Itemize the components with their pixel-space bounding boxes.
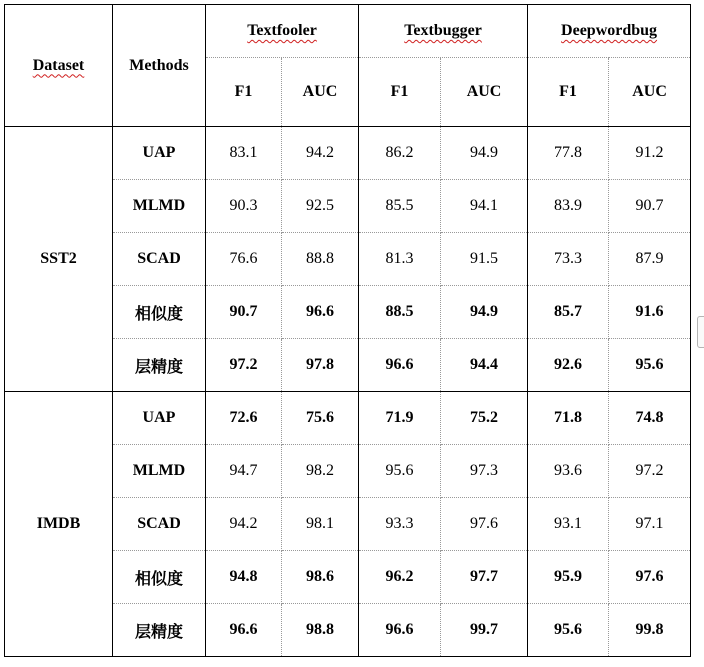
metric-value: 88.8	[282, 233, 359, 286]
metric-header: F1	[206, 58, 282, 127]
metric-header: F1	[528, 58, 609, 127]
metric-value: 86.2	[359, 127, 441, 180]
metric-value: 95.6	[609, 339, 691, 392]
group-header-textbugger	[359, 5, 528, 58]
metric-value: 99.8	[609, 604, 691, 657]
group-deepwordbug-text: Deepwordbug	[561, 22, 658, 39]
metric-value: 96.6	[359, 604, 441, 657]
metric-value: 94.7	[206, 445, 282, 498]
metric-value: 96.6	[282, 286, 359, 339]
metric-value: 98.2	[282, 445, 359, 498]
group-textfooler-text: Textfooler	[247, 22, 317, 39]
group-header-textfooler	[206, 5, 359, 58]
metric-value: 88.5	[359, 286, 441, 339]
metric-header: AUC	[609, 58, 691, 127]
metric-value: 97.2	[206, 339, 282, 392]
methods-header: Methods	[113, 5, 206, 127]
results-table	[4, 4, 691, 657]
metric-value: 97.3	[441, 445, 528, 498]
metric-value: 81.3	[359, 233, 441, 286]
metric-value: 76.6	[206, 233, 282, 286]
metric-value: 92.6	[528, 339, 609, 392]
metric-value: 93.3	[359, 498, 441, 551]
method-name: 相似度	[113, 286, 206, 339]
metric-value: 98.8	[282, 604, 359, 657]
metric-value: 95.9	[528, 551, 609, 604]
metric-value: 94.8	[206, 551, 282, 604]
metric-value: 96.6	[359, 339, 441, 392]
metric-value: 93.1	[528, 498, 609, 551]
metric-value: 85.7	[528, 286, 609, 339]
method-name: SCAD	[113, 498, 206, 551]
metric-value: 97.2	[609, 445, 691, 498]
metric-value: 90.7	[609, 180, 691, 233]
metric-value: 95.6	[359, 445, 441, 498]
dataset-name: SST2	[5, 127, 113, 392]
metric-value: 94.2	[206, 498, 282, 551]
metric-value: 94.2	[282, 127, 359, 180]
metric-value: 83.9	[528, 180, 609, 233]
table-row	[5, 392, 691, 445]
metric-value: 73.3	[528, 233, 609, 286]
metric-header: AUC	[282, 58, 359, 127]
metric-value: 77.8	[528, 127, 609, 180]
metric-value: 90.7	[206, 286, 282, 339]
metric-value: 94.9	[441, 286, 528, 339]
metric-value: 91.5	[441, 233, 528, 286]
metric-value: 97.1	[609, 498, 691, 551]
dataset-header-text: Dataset	[32, 56, 85, 74]
metric-value: 75.6	[282, 392, 359, 445]
metric-value: 91.2	[609, 127, 691, 180]
metric-value: 94.4	[441, 339, 528, 392]
metric-header: F1	[359, 58, 441, 127]
metric-value: 74.8	[609, 392, 691, 445]
dataset-header	[5, 5, 113, 127]
method-name: MLMD	[113, 445, 206, 498]
method-name: MLMD	[113, 180, 206, 233]
metric-value: 87.9	[609, 233, 691, 286]
metric-value: 90.3	[206, 180, 282, 233]
metric-value: 96.6	[206, 604, 282, 657]
metric-value: 97.6	[441, 498, 528, 551]
metric-value: 91.6	[609, 286, 691, 339]
group-header-deepwordbug	[528, 5, 691, 58]
metric-value: 97.7	[441, 551, 528, 604]
metric-value: 98.6	[282, 551, 359, 604]
method-name: 层精度	[113, 339, 206, 392]
table-row	[5, 127, 691, 180]
metric-value: 96.2	[359, 551, 441, 604]
method-name: UAP	[113, 392, 206, 445]
side-scroll-handle[interactable]	[697, 316, 704, 348]
metric-value: 94.1	[441, 180, 528, 233]
dataset-name: IMDB	[5, 392, 113, 657]
group-textbugger-text: Textbugger	[404, 22, 482, 39]
metric-value: 92.5	[282, 180, 359, 233]
metric-value: 75.2	[441, 392, 528, 445]
metric-value: 71.9	[359, 392, 441, 445]
metric-value: 72.6	[206, 392, 282, 445]
metric-value: 93.6	[528, 445, 609, 498]
metric-header: AUC	[441, 58, 528, 127]
metric-value: 98.1	[282, 498, 359, 551]
metric-value: 83.1	[206, 127, 282, 180]
metric-value: 95.6	[528, 604, 609, 657]
method-name: 层精度	[113, 604, 206, 657]
metric-value: 71.8	[528, 392, 609, 445]
method-name: UAP	[113, 127, 206, 180]
metric-value: 97.8	[282, 339, 359, 392]
metric-value: 85.5	[359, 180, 441, 233]
method-name: SCAD	[113, 233, 206, 286]
metric-value: 97.6	[609, 551, 691, 604]
method-name: 相似度	[113, 551, 206, 604]
metric-value: 94.9	[441, 127, 528, 180]
metric-value: 99.7	[441, 604, 528, 657]
